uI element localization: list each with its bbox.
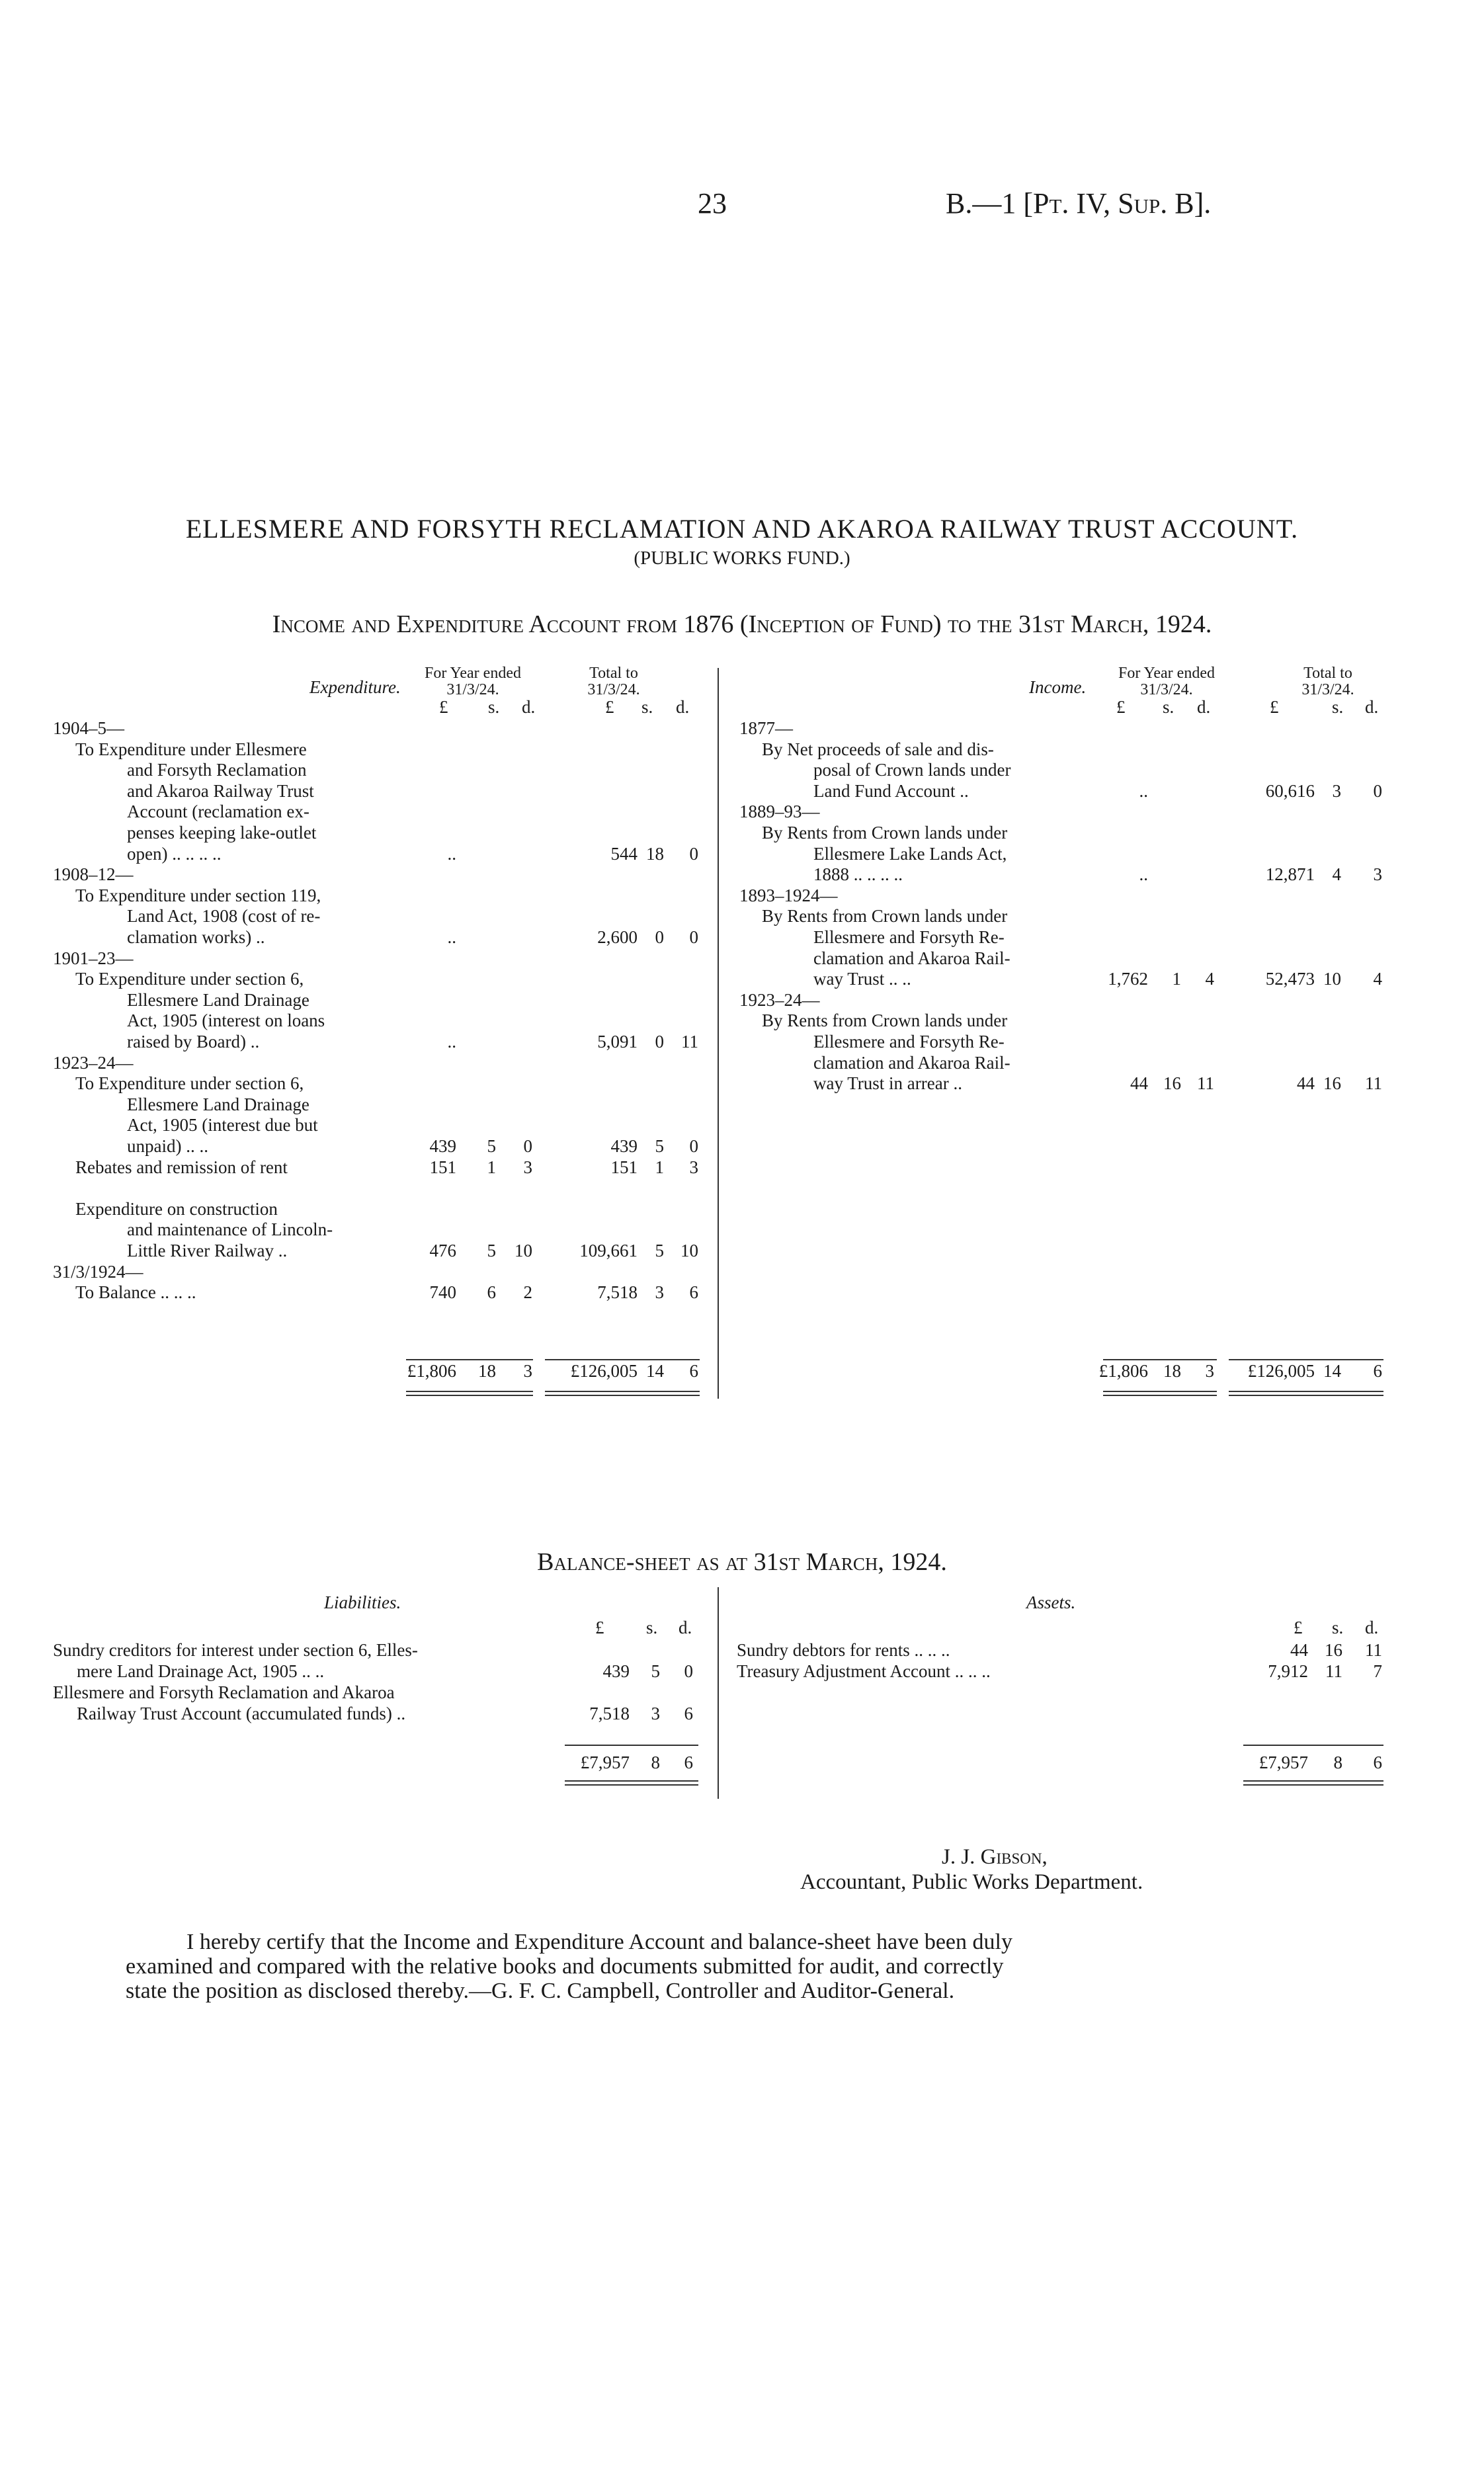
liabilities-heading: Liabilities.	[324, 1592, 401, 1612]
row-label: 1889–93—	[739, 802, 820, 822]
row-label: Ellesmere Land Drainage	[127, 989, 309, 1010]
expenditure-rule-total	[545, 1359, 700, 1360]
liabilities-rule	[565, 1745, 698, 1746]
amount-tl: 12,871	[1265, 864, 1315, 885]
amount-d: 7	[1373, 1661, 1382, 1681]
ledger-row	[0, 886, 1484, 907]
amount-tl: 44	[1297, 1073, 1315, 1094]
ledger-row	[0, 1241, 1484, 1262]
row-label: Little River Railway ..	[127, 1241, 288, 1260]
amount-ys: 1	[1172, 969, 1181, 989]
expenditure-total: £1,806 18 3 £126,005 14 6	[407, 1361, 698, 1381]
row-label: mere Land Drainage Act, 1905 .. ..	[77, 1661, 325, 1681]
ledger-row	[0, 1115, 1484, 1136]
amount-l: 7,518	[589, 1704, 630, 1723]
income-double-rule-year	[1103, 1391, 1217, 1396]
row-label: 1904–5—	[53, 718, 124, 738]
amount-tl: 60,616	[1265, 780, 1315, 801]
income-rule-total	[1229, 1359, 1383, 1360]
ledger-row	[0, 1282, 1484, 1303]
row-label: Ellesmere and Forsyth Reclamation and Akaroa	[53, 1682, 395, 1702]
expenditure-heading: Expenditure.	[309, 677, 401, 697]
expenditure-rule-year	[406, 1359, 533, 1360]
liability-row	[0, 1682, 718, 1704]
row-label: Treasury Adjustment Account .. .. ..	[737, 1661, 991, 1681]
amount-ys: 1	[487, 1157, 496, 1177]
amount-td: 0	[689, 843, 698, 864]
amount-yl: ..	[447, 843, 456, 864]
row-label: raised by Board) ..	[127, 1032, 260, 1052]
assets-double-rule	[1243, 1780, 1383, 1786]
row-label: 1893–1924—	[739, 885, 838, 905]
expenditure-col-year: For Year ended 31/3/24.	[425, 665, 521, 698]
row-label: Ellesmere Land Drainage	[127, 1094, 309, 1114]
amount-d: 11	[1365, 1640, 1382, 1660]
ledger-row	[0, 1094, 1484, 1116]
amount-td: 0	[689, 1136, 698, 1156]
ledger-row	[0, 802, 1484, 823]
amount-d: 6	[684, 1704, 693, 1723]
row-label: 31/3/1924—	[53, 1261, 144, 1282]
amount-tl: 151	[610, 1157, 638, 1177]
account-title: ELLESMERE AND FORSYTH RECLAMATION AND AKAROA RAILWAY TRUST ACCOUNT.	[185, 514, 1299, 544]
amount-l: 439	[602, 1661, 630, 1681]
amount-yd: 3	[523, 1157, 532, 1177]
row-label: To Balance .. .. ..	[75, 1282, 196, 1303]
signatory-title: Accountant, Public Works Department.	[800, 1870, 1143, 1894]
amount-td: 10	[680, 1241, 698, 1260]
amount-ts: 16	[1323, 1073, 1341, 1094]
ledger-row	[0, 990, 1484, 1011]
row-label: and Akaroa Railway Trust	[127, 780, 314, 801]
amount-yl: 439	[429, 1136, 456, 1156]
row-label: Land Act, 1908 (cost of re-	[127, 906, 321, 927]
ledger-row	[0, 1178, 1484, 1199]
amount-td: 3	[1373, 864, 1382, 885]
amount-ts: 3	[655, 1282, 664, 1303]
assets-heading: Assets.	[1026, 1592, 1076, 1612]
amount-yl: 1,762	[1108, 969, 1148, 989]
ledger-row	[0, 1199, 1484, 1220]
fund-subtitle: (PUBLIC WORKS FUND.)	[634, 548, 850, 569]
ledger-row	[0, 739, 1484, 761]
certification-line: examined and compared with the relative books and documents submitted for audit, and correctly	[126, 1954, 1004, 1979]
amount-l: 7,912	[1268, 1661, 1308, 1681]
amount-tl: 7,518	[597, 1282, 638, 1303]
amount-ts: 0	[655, 927, 664, 947]
income-heading: Income.	[1029, 677, 1087, 697]
ledger-row	[0, 1053, 1484, 1074]
amount-td: 3	[689, 1157, 698, 1177]
amount-yl: 740	[429, 1282, 456, 1303]
row-label: Ellesmere Lake Lands Act,	[813, 843, 1007, 864]
amount-yl: ..	[1139, 864, 1148, 885]
ledger-row	[0, 969, 1484, 990]
amount-s: 3	[651, 1704, 660, 1723]
ledger-row	[0, 1157, 1484, 1178]
liabilities-double-rule	[565, 1780, 698, 1786]
ledger-row	[0, 927, 1484, 948]
row-label: 1923–24—	[739, 989, 820, 1010]
amount-ys: 5	[487, 1136, 496, 1156]
row-label: Ellesmere and Forsyth Re-	[813, 927, 1005, 947]
amount-yd: 11	[1197, 1073, 1214, 1094]
row-label: 1877—	[739, 718, 793, 738]
ledger-row	[0, 1073, 1484, 1094]
row-label: 1888 .. .. .. ..	[813, 864, 903, 885]
row-label: way Trust in arrear ..	[813, 1073, 962, 1094]
ledger-row	[0, 1011, 1484, 1032]
row-label: Act, 1905 (interest due but	[127, 1115, 318, 1135]
asset-row	[0, 1661, 1484, 1682]
row-label: clamation and Akaroa Rail-	[813, 1052, 1010, 1073]
income-col-year: For Year ended 31/3/24.	[1118, 665, 1215, 698]
row-label: 1908–12—	[53, 864, 134, 885]
row-label: Sundry creditors for interest under section 6, Elles-	[53, 1640, 418, 1660]
row-label: way Trust .. ..	[813, 969, 911, 989]
row-label: By Net proceeds of sale and dis-	[762, 739, 994, 759]
amount-td: 11	[681, 1032, 698, 1052]
signatory-name: J. J. Gibson,	[942, 1845, 1048, 1869]
row-label: Sundry debtors for rents .. .. ..	[737, 1640, 950, 1660]
amount-ts: 5	[655, 1136, 664, 1156]
amount-tl: 5,091	[597, 1032, 638, 1052]
amount-yl: 44	[1130, 1073, 1148, 1094]
row-label: Rebates and remission of rent	[75, 1157, 288, 1177]
amount-yd: 4	[1205, 969, 1214, 989]
ledger-row	[0, 844, 1484, 865]
amount-tl: 439	[610, 1136, 638, 1156]
amount-ts: 4	[1332, 864, 1341, 885]
amount-ts: 10	[1323, 969, 1341, 989]
ledger-row	[0, 718, 1484, 739]
amount-td: 0	[689, 927, 698, 947]
certification-line: I hereby certify that the Income and Expenditure Account and balance-sheet have been duly	[186, 1930, 1012, 1954]
amount-td: 0	[1373, 780, 1382, 801]
amount-ts: 18	[646, 843, 664, 864]
balance-sheet-title: Balance-sheet as at 31st March, 1924.	[537, 1548, 947, 1576]
amount-tl: 109,661	[579, 1241, 638, 1260]
amount-ys: 16	[1163, 1073, 1181, 1094]
account-period-title: Income and Expenditure Account from 1876 (Inception of Fund) to the 31st March, 1924.	[272, 610, 1212, 638]
certification-line: state the position as disclosed thereby.—G. F. C. Campbell, Controller and Auditor-General.	[126, 1979, 955, 2003]
row-label: To Expenditure under section 119,	[75, 885, 321, 905]
row-label: Expenditure on construction	[75, 1198, 278, 1219]
amount-l: 44	[1290, 1640, 1308, 1660]
expenditure-col-total: Total to 31/3/24.	[587, 665, 640, 698]
amount-tl: 52,473	[1265, 969, 1315, 989]
amount-yl: ..	[447, 927, 456, 947]
row-label: Land Fund Account ..	[813, 780, 969, 801]
assets-rule	[1243, 1745, 1383, 1746]
row-label: clamation and Akaroa Rail-	[813, 948, 1010, 968]
row-label: and Forsyth Reclamation	[127, 760, 307, 780]
row-label: penses keeping lake-outlet	[127, 823, 317, 843]
expenditure-double-rule-total	[545, 1391, 700, 1396]
amount-yd: 2	[523, 1282, 532, 1303]
ledger-row	[0, 864, 1484, 886]
income-total: £1,806 18 3 £126,005 14 6	[1098, 1361, 1382, 1381]
row-label: By Rents from Crown lands under	[762, 1011, 1008, 1031]
income-rule-year	[1103, 1359, 1217, 1360]
row-label: By Rents from Crown lands under	[762, 823, 1008, 843]
amount-td: 6	[689, 1282, 698, 1303]
row-label: 1923–24—	[53, 1052, 134, 1073]
row-label: To Expenditure under section 6,	[75, 969, 304, 989]
amount-yl: ..	[447, 1032, 456, 1052]
amount-yl: 151	[429, 1157, 456, 1177]
amount-ys: 6	[487, 1282, 496, 1303]
ledger-row	[0, 948, 1484, 970]
row-label: Railway Trust Account (accumulated funds) ..	[77, 1704, 406, 1723]
amount-yd: 10	[515, 1241, 532, 1260]
amount-ts: 1	[655, 1157, 664, 1177]
row-label: open) .. .. .. ..	[127, 843, 222, 864]
income-col-total: Total to 31/3/24.	[1301, 665, 1354, 698]
row-label: Account (reclamation ex-	[127, 802, 309, 822]
assets-total: £7,957 8 6	[1258, 1753, 1382, 1772]
asset-row	[0, 1640, 1484, 1661]
amount-ys: 5	[487, 1241, 496, 1260]
page-reference: B.—1 [Pt. IV, Sup. B].	[946, 187, 1212, 220]
liabilities-total: £7,957 8 6	[580, 1753, 693, 1772]
ledger-row	[0, 906, 1484, 927]
ledger-row	[0, 760, 1484, 781]
income-double-rule-total	[1229, 1391, 1383, 1396]
ledger-row	[0, 1032, 1484, 1053]
amount-tl: 2,600	[597, 927, 638, 947]
amount-s: 11	[1325, 1661, 1342, 1681]
amount-ts: 0	[655, 1032, 664, 1052]
row-label: By Rents from Crown lands under	[762, 906, 1008, 927]
ledger-row	[0, 1219, 1484, 1241]
ledger-row	[0, 1136, 1484, 1157]
row-label: unpaid) .. ..	[127, 1136, 208, 1156]
amount-ts: 3	[1332, 780, 1341, 801]
amount-yl: ..	[1139, 780, 1148, 801]
row-label: To Expenditure under section 6,	[75, 1073, 304, 1094]
ledger-row	[0, 823, 1484, 844]
ledger-row	[0, 1262, 1484, 1283]
row-label: To Expenditure under Ellesmere	[75, 739, 307, 759]
amount-td: 11	[1365, 1073, 1382, 1094]
amount-s: 5	[651, 1661, 660, 1681]
liability-row	[0, 1704, 718, 1725]
row-label: clamation works) ..	[127, 927, 265, 947]
amount-s: 16	[1325, 1640, 1342, 1660]
amount-td: 4	[1373, 969, 1382, 989]
amount-ts: 5	[655, 1241, 664, 1260]
expenditure-double-rule-year	[406, 1391, 533, 1396]
row-label: 1901–23—	[53, 948, 134, 968]
row-label: posal of Crown lands under	[813, 760, 1011, 780]
row-label: Act, 1905 (interest on loans	[127, 1011, 325, 1031]
page-number: 23	[698, 187, 727, 220]
row-label: and maintenance of Lincoln-	[127, 1219, 333, 1240]
amount-d: 0	[684, 1661, 693, 1681]
amount-yl: 476	[429, 1241, 456, 1260]
amount-tl: 544	[610, 843, 638, 864]
ledger-row	[0, 781, 1484, 802]
row-label: Ellesmere and Forsyth Re-	[813, 1032, 1005, 1052]
amount-yd: 0	[523, 1136, 532, 1156]
